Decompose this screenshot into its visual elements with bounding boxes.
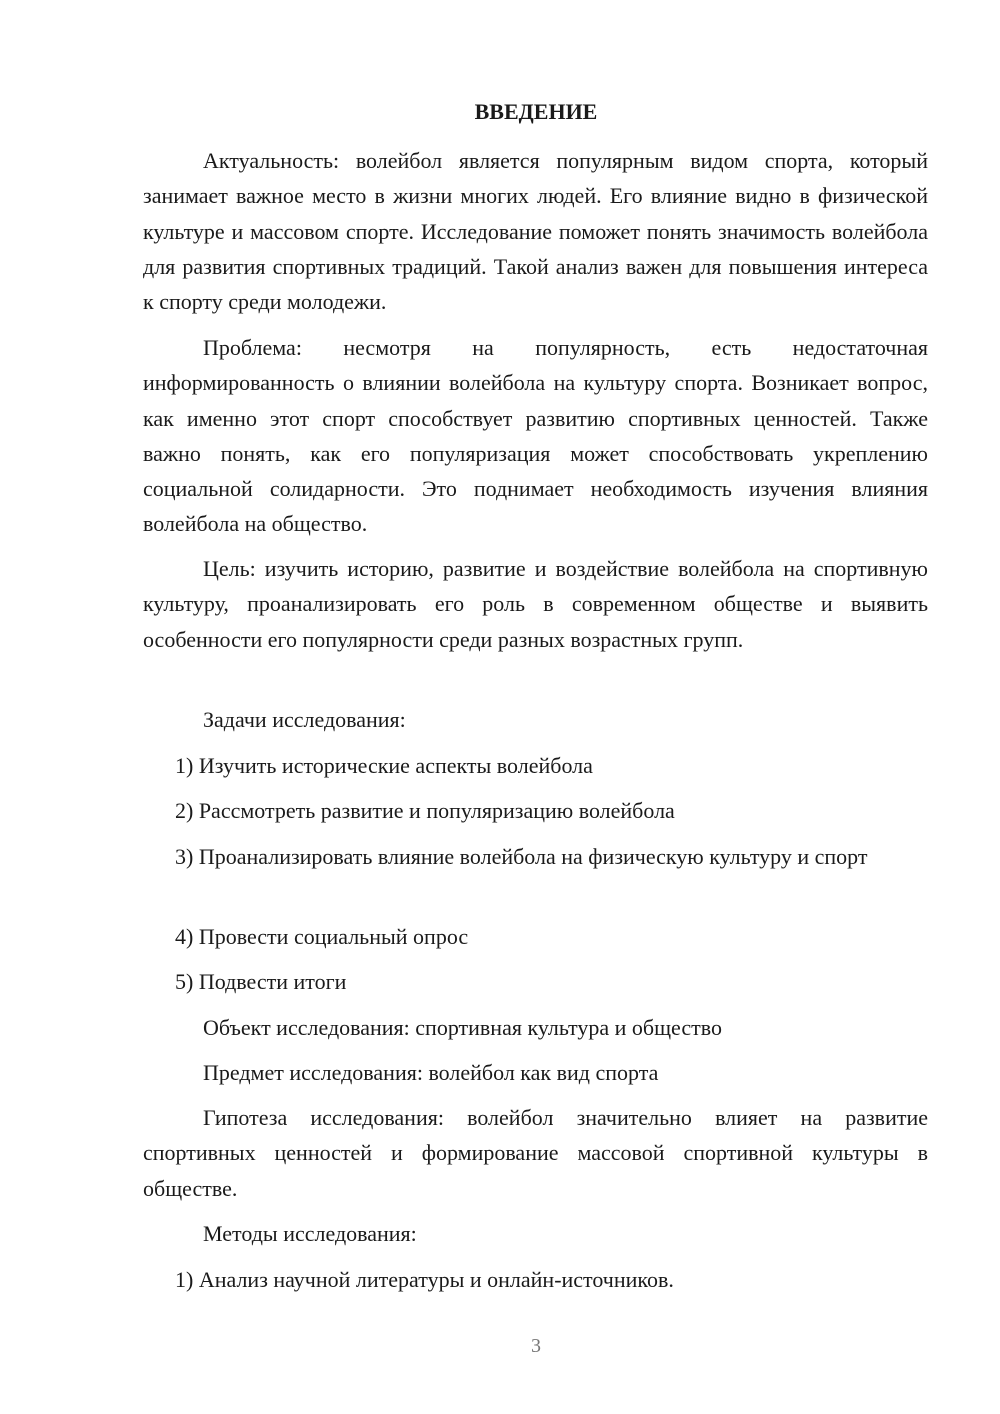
object-line: Объект исследования: спортивная культура и общество: [203, 1015, 722, 1040]
task-item-2: 2) Рассмотреть развитие и популяризацию волейбола: [175, 798, 675, 823]
tasks-heading: Задачи исследования:: [203, 707, 406, 732]
task-item-5: 5) Подвести итоги: [175, 969, 347, 994]
methods-heading: Методы исследования:: [203, 1221, 417, 1246]
task-item-3-text: 3) Проанализировать влияние волейбола на физическую культуру и спорт: [175, 844, 868, 869]
problem-text: Проблема: несмотря на популярность, есть недостаточная информированность о влиянии волейбола на культуру спорта. Возникает вопрос, как именно этот спорт способствует развитию спортивных ценностей. Также важно понять, как его популяризация может способствовать укреплению социальной солидарности. Это поднимает необходимость изучения влияния волейбола на общество.: [143, 335, 928, 537]
page-title: ВВЕДЕНИЕ: [474, 99, 598, 124]
hypothesis-text: Гипотеза исследования: волейбол значительно влияет на развитие спортивных ценностей и формирование массовой спортивной культуры в обществе.: [143, 1105, 928, 1201]
relevance-text: Актуальность: волейбол является популярным видом спорта, который занимает важное место в жизни многих людей. Его влияние видно в физической культуре и массовом спорте. Исследование поможет понять значимость волейбола для развития спортивных традиций. Такой анализ важен для повышения интереса к спорту среди молодежи.: [143, 148, 928, 315]
task-item-4: 4) Провести социальный опрос: [175, 924, 469, 949]
problem-paragraph: [143, 330, 928, 542]
page-number: 3: [531, 1335, 541, 1357]
goal-paragraph: [143, 551, 928, 657]
hypothesis-paragraph: [143, 1100, 928, 1206]
subject-line: Предмет исследования: волейбол как вид спорта: [203, 1060, 659, 1085]
task-item-1: 1) Изучить исторические аспекты волейбола: [175, 753, 593, 778]
goal-text: Цель: изучить историю, развитие и воздействие волейбола на спортивную культуру, проанализировать его роль в современном обществе и выявить особенности его популярности среди разных возрастных групп.: [143, 556, 928, 652]
method-item-1: 1) Анализ научной литературы и онлайн-источников.: [175, 1267, 674, 1292]
relevance-paragraph: [143, 143, 928, 319]
task-item-3: [143, 839, 928, 874]
